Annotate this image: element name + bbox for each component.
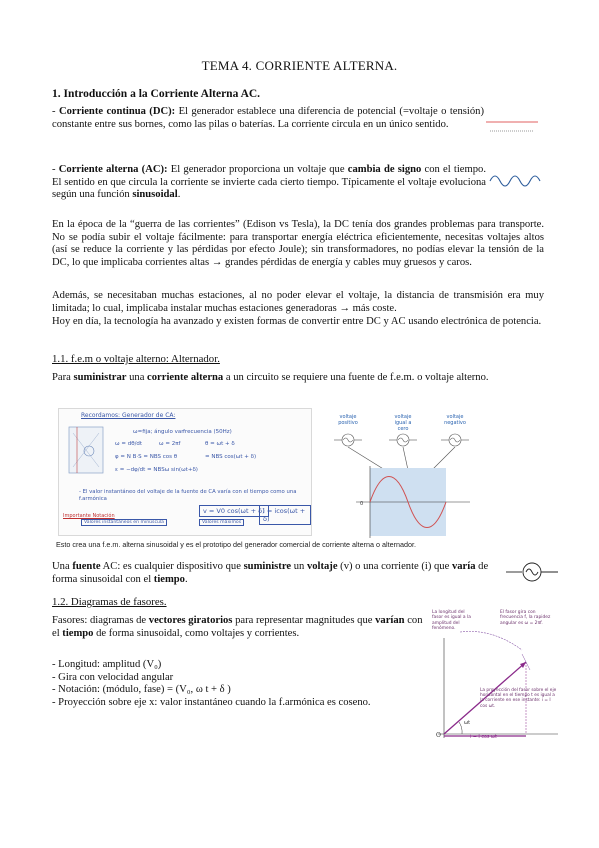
ac-source-paragraph: Una fuente AC: es cualquier dispositivo que suministre un voltaje (v) o una corriente (i) que varía de forma sinusoidal con el tiempo. (52, 561, 489, 585)
list-item: - Longitud: amplitud (V₀) (52, 659, 162, 670)
generator-notes-figure (58, 408, 312, 536)
phasor-length-label: La longitud del fasor es igual a la amplitud del fenómeno. (432, 610, 471, 632)
formula-voltage: v = V0 cos(ωt + δ) (199, 505, 269, 517)
list-item: - Notación: (módulo, fase) = (V₀, ω t + δ ) (52, 684, 231, 696)
dc-paragraph: - Corriente continua (DC): El generador establece una diferencia de potencial (=voltaje o tensión) constante entre sus bornes, como las pilas o baterías. La corriente circula en un único sentido. (52, 106, 484, 130)
svg-text:= NBS cos(ωt + δ): = NBS cos(ωt + δ) (205, 454, 257, 460)
phasor-diagram (432, 608, 560, 742)
svg-text:ω = dθ/dt: ω = dθ/dt (115, 441, 143, 447)
phasor-paragraph: Fasores: diagramas de vectores giratorios para representar magnitudes que varían con el tiempo de forma sinusoidal, como voltajes y corrientes. (52, 615, 423, 639)
angle-label: ωt (464, 720, 471, 726)
note-max: Valores máximos (199, 519, 244, 526)
ac-source-icon (506, 560, 558, 584)
history-paragraph-2: Además, se necesitaban muchas estaciones, al no poder elevar el voltaje, la distancia de transmisión era muy limitada; lo cual, implicaba instalar muchas estaciones generadoras → más coste. (52, 290, 544, 314)
history-paragraph-3: Hoy en día, la tecnología ha avanzado y existen formas de convertir entre DC y AC usando electrónica de potencia. (52, 316, 542, 327)
section-1-1-paragraph: Para suministrar una corriente alterna a un circuito se requiere una fuente de f.e.m. o voltaje alterno. (52, 372, 489, 383)
svg-text:0: 0 (360, 501, 364, 507)
label-positive: voltaje positivo (338, 414, 358, 426)
history-paragraph-1: En la época de la “guerra de las corrientes” (Edison vs Tesla), la DC tenía dos grandes problemas para transporte. No se podía subir el voltaje fácilmente: para transportar energía eléctrica eficientemente, necesitas voltajes altos (así se reduce la corriente y las pérdidas por efecto Joule); sin transformadores, no podías elevar la tensión de la DC, lo que implicaba corrientes altas → grandes pérdidas de energía y cables muy gruesos y caros. (52, 219, 544, 268)
list-item: - Proyección sobre eje x: valor instantáneo cuando la f.armónica es coseno. (52, 696, 371, 708)
svg-text:frecuencia (50Hz): frecuencia (50Hz) (183, 429, 232, 435)
figure-notes-title: Recordamos: Generador de CA: (81, 412, 176, 419)
notes-bullet: - El valor instantáneo del voltaje de la fuente de CA varía con el tiempo como una f.armónica (79, 489, 297, 502)
ac-term: Corriente alterna (AC): (58, 164, 168, 175)
formula-current: i = icos(ωt + δ) (259, 505, 311, 525)
figure-caption: Esto crea una f.e.m. alterna sinusoidal y es el prototipo del generador comercial de corriente alterna o alternador. (56, 540, 416, 549)
axis-bottom-label: i = I cos ωt (470, 735, 497, 740)
sine-wave-icon (488, 170, 543, 192)
phasor-rotation-label: El fasor gira con frecuencia f, la rapidez angular es ω = 2πf. (500, 610, 551, 626)
dc-line-icon (484, 112, 540, 138)
section-heading-1-2: 1.2. Diagramas de fasores. (52, 596, 167, 608)
svg-text:ε = −dφ/dt = NBSω sin(ωt+δ): ε = −dφ/dt = NBSω sin(ωt+δ) (115, 467, 198, 473)
origin-label: O (436, 732, 441, 739)
phasor-figure (432, 608, 560, 742)
svg-text:φ = N B·S = NBS cos θ: φ = N B·S = NBS cos θ (115, 454, 178, 460)
list-item: - Gira con velocidad angular (52, 671, 174, 683)
svg-text:ω = 2πf: ω = 2πf (159, 441, 181, 447)
section-heading-1: 1. Introducción a la Corriente Alterna AC. (52, 88, 261, 100)
page-title: TEMA 4. CORRIENTE ALTERNA. (201, 58, 398, 73)
sine-states-chart (330, 410, 480, 540)
note-instantaneous: Valores instantáneos en minúscula (81, 519, 167, 526)
voltage-states-figure (330, 410, 480, 540)
dc-term: Corriente continua (DC): (58, 106, 176, 117)
projection-label: La proyección del fasor sobre el eje horizontal en el tiempo t es igual a la corriente en ese instante: i = I cos ωt. (480, 688, 557, 709)
label-zero: voltaje igual a cero (394, 414, 412, 432)
notation-label: Importante Notación (63, 513, 115, 519)
svg-text:θ = ωt + δ: θ = ωt + δ (205, 441, 235, 447)
section-heading-1-1: 1.1. f.e.m o voltaje alterno: Alternador. (52, 353, 220, 365)
generator-sketch (63, 421, 308, 481)
label-negative: voltaje negativo (444, 414, 466, 426)
ac-paragraph: - Corriente alterna (AC): El generador proporciona un voltaje que cambia de signo con el tiempo. El sentido en que circula la corriente se invierte cada cierto tiempo. Típicamente el voltaje evoluciona según una función sinusoidal. (52, 164, 486, 201)
svg-text:ω=fija; ángulo var: ω=fija; ángulo var (133, 429, 184, 435)
phasor-list (52, 659, 432, 709)
